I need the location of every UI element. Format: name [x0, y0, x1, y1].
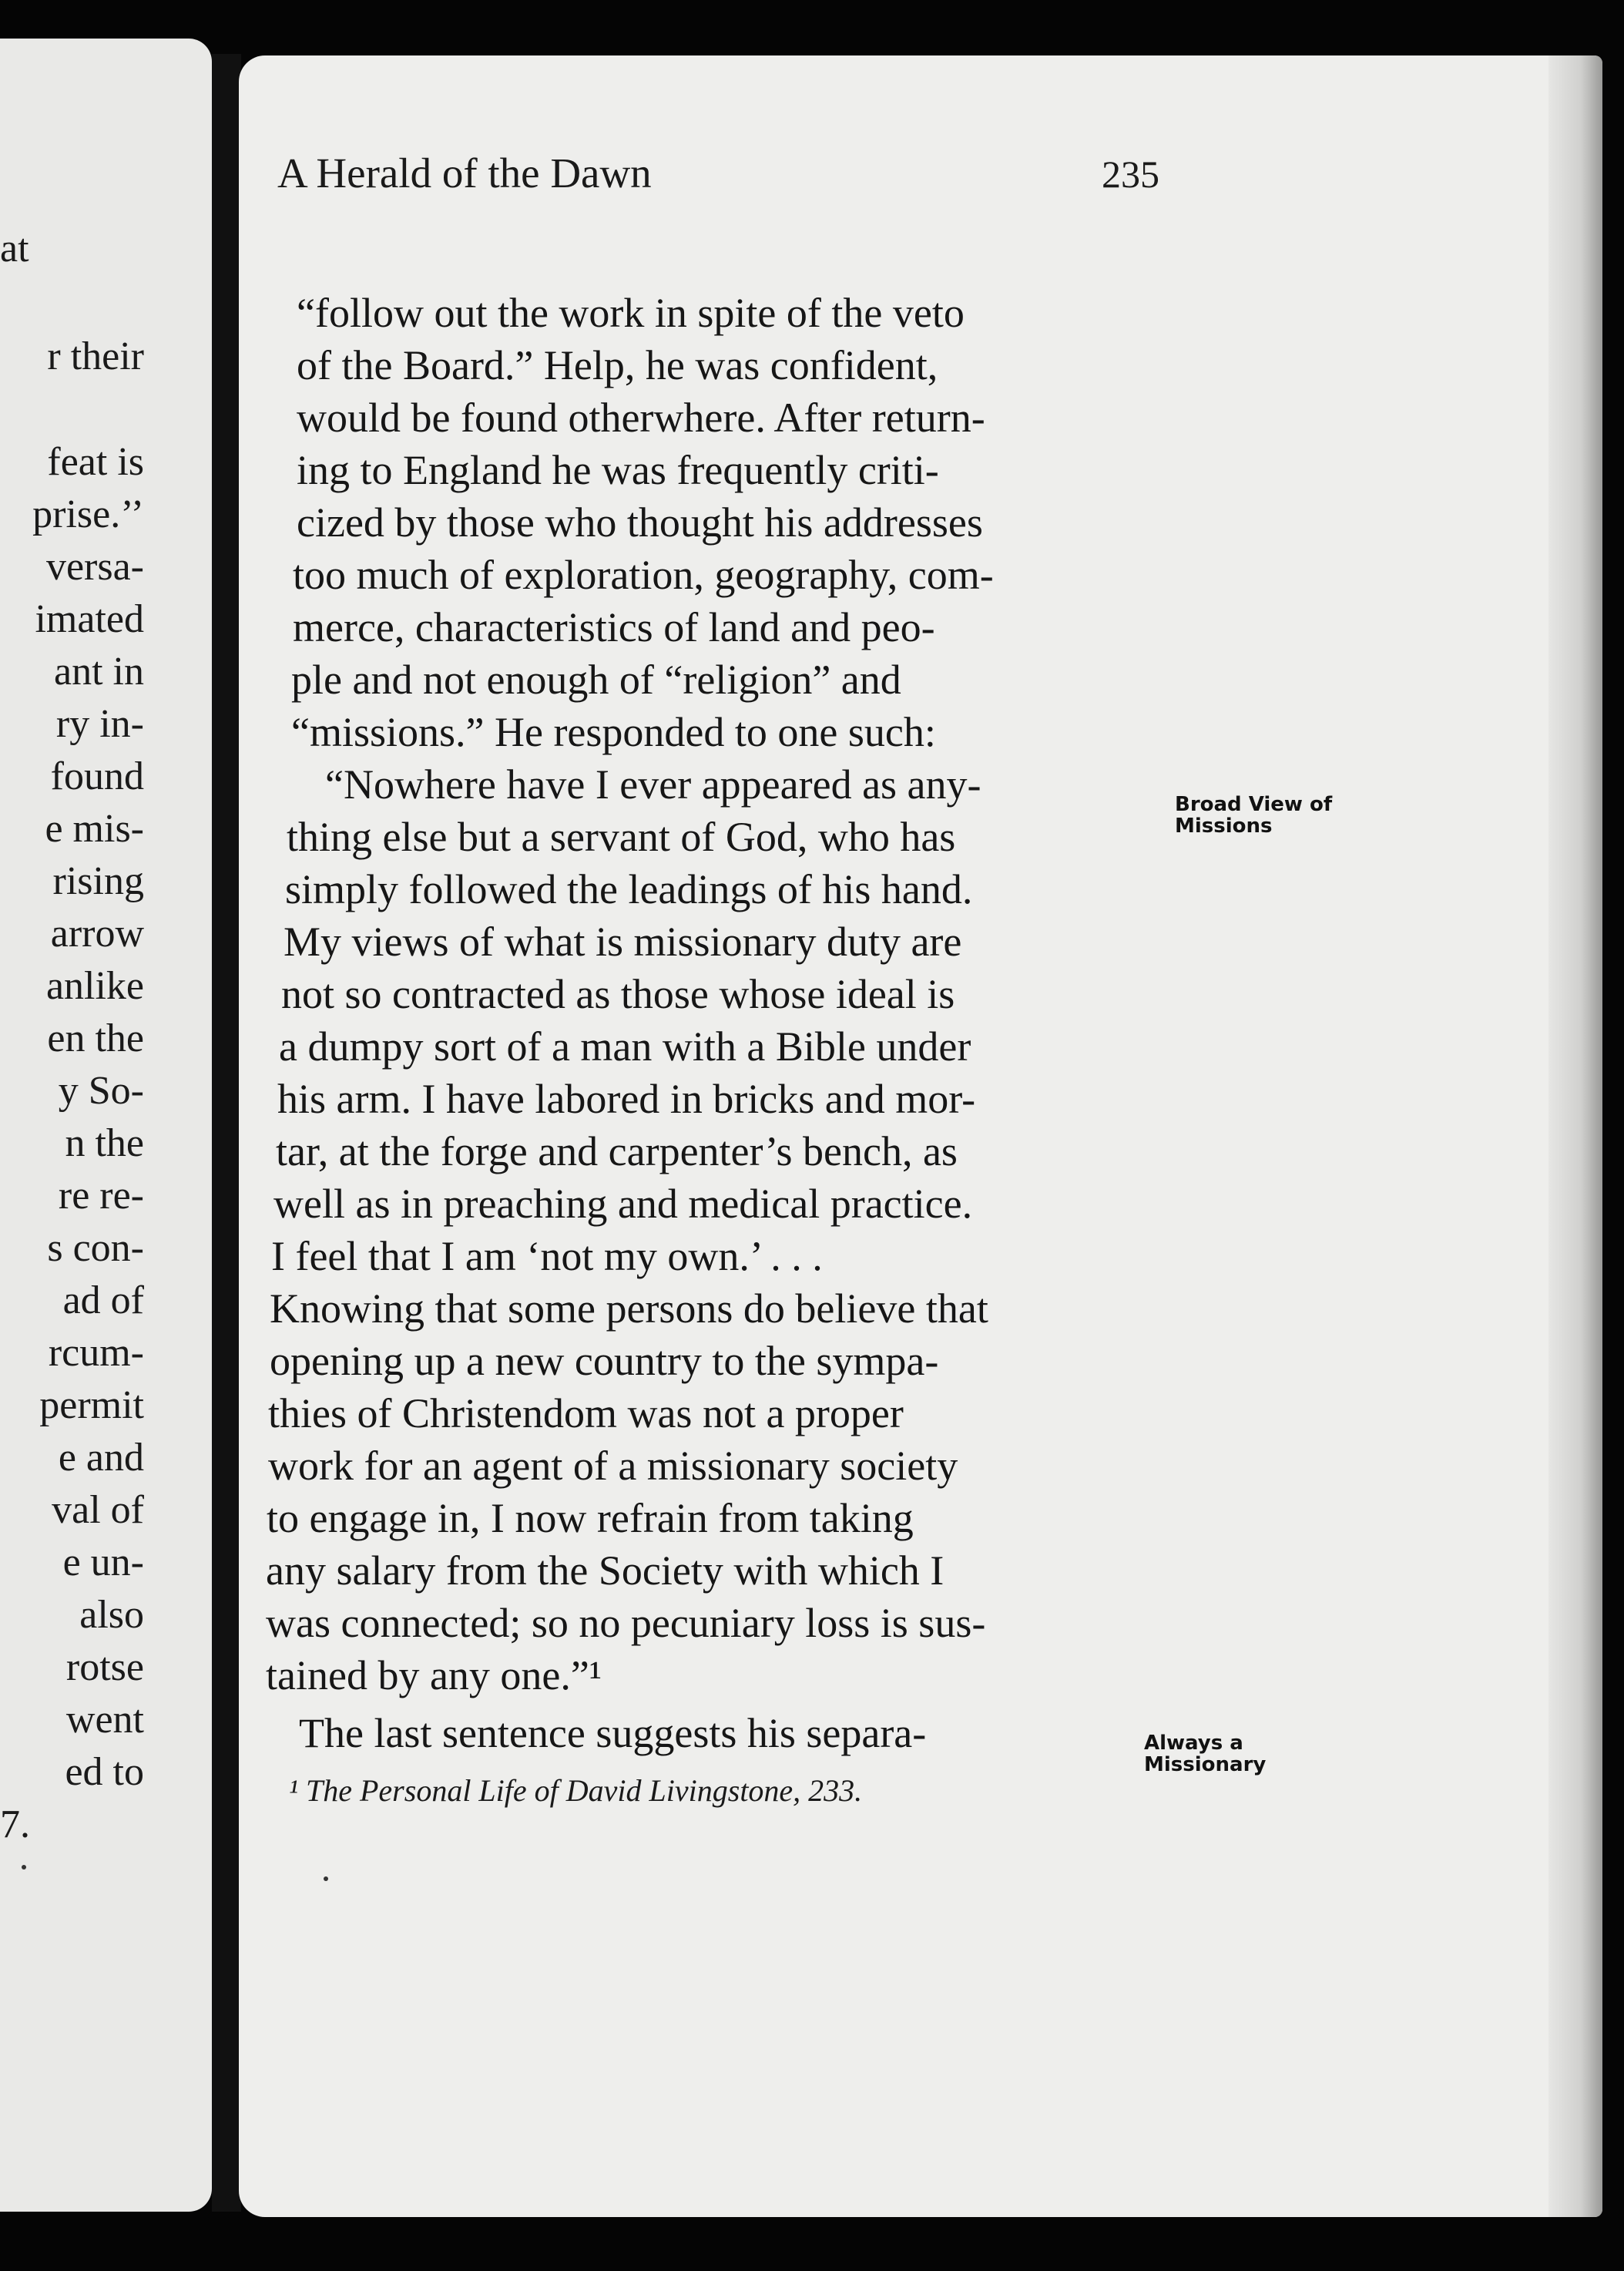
text-line: any salary from the Society with which I — [266, 1547, 945, 1594]
page-edge — [1549, 55, 1602, 2217]
text-line: thing else but a servant of God, who has — [287, 814, 956, 860]
sidenote-line: Missionary — [1144, 1753, 1267, 1776]
left-page-fragment: en the — [47, 1016, 144, 1060]
left-page-fragment: arrow — [50, 912, 144, 956]
text-line: well as in preaching and medical practice. — [273, 1181, 973, 1227]
text-line: of the Board.” Help, he was confident, — [297, 342, 938, 388]
left-page-fragment: also — [79, 1593, 144, 1637]
text-line: My views of what is missionary duty are — [284, 919, 962, 965]
page-number: 235 — [1102, 153, 1159, 196]
left-page-fragment: e un- — [62, 1540, 144, 1584]
ink-speck — [22, 1865, 26, 1870]
text-line: merce, characteristics of land and peo- — [293, 604, 935, 650]
text-line: tar, at the forge and carpenter’s bench, as — [276, 1128, 958, 1174]
left-page-fragment: e mis- — [45, 807, 144, 851]
text-line: not so contracted as those whose ideal is — [281, 971, 955, 1017]
text-line: his arm. I have labored in bricks and mor- — [277, 1076, 976, 1122]
left-page-fragment: imated — [35, 597, 144, 641]
left-page-fragment: s con- — [47, 1226, 144, 1270]
text-line: thies of Christendom was not a proper — [268, 1390, 904, 1436]
sidenote-always-missionary — [1144, 1732, 1266, 1775]
text-line: “Nowhere have I ever appeared as any- — [325, 761, 981, 808]
sidenote-broad-view — [1175, 794, 1332, 837]
text-line: too much of exploration, geography, com- — [293, 552, 994, 598]
text-line: to engage in, I now refrain from taking — [267, 1495, 914, 1541]
left-page-fragment: rotse — [65, 1645, 144, 1689]
footnote: ¹ The Personal Life of David Livingstone, 233. — [289, 1773, 863, 1808]
left-page-fragment: ed to — [65, 1750, 144, 1794]
left-page-fragment: versa- — [45, 545, 144, 589]
left-page-fragment: prise.’’ — [32, 492, 144, 536]
left-page-fragment: went — [65, 1698, 144, 1742]
left-page-fragment: r their — [47, 334, 144, 378]
text-line: I feel that I am ‘not my own.’ . . . — [271, 1233, 823, 1279]
left-page-fragment: rising — [52, 859, 144, 903]
text-line: ple and not enough of “religion” and — [291, 657, 901, 703]
left-page-fragment: rcum- — [48, 1331, 144, 1375]
left-page-fragment: n the — [65, 1121, 144, 1165]
text-line: tained by any one.”¹ — [266, 1652, 602, 1698]
text-line: “missions.” He responded to one such: — [291, 709, 936, 755]
left-page-fragment: val of — [52, 1488, 144, 1532]
text-line: would be found otherwhere. After return- — [297, 395, 985, 441]
left-page-fragment: anlike — [45, 964, 144, 1008]
running-title: A Herald of the Dawn — [277, 149, 652, 197]
left-page-fragment: found — [50, 754, 144, 798]
left-page-fragment: y So- — [58, 1069, 144, 1113]
text-line: ing to England he was frequently criti- — [297, 447, 939, 493]
left-page-fragment: feat is — [47, 440, 144, 484]
text-line: a dumpy sort of a man with a Bible under — [279, 1023, 971, 1070]
left-page-fragment: e and — [58, 1436, 144, 1480]
text-line: The last sentence suggests his separa- — [299, 1710, 927, 1756]
text-line: was connected; so no pecuniary loss is sus- — [266, 1600, 986, 1646]
left-page-fragment: at — [0, 227, 29, 270]
left-page-fragment: 7. — [0, 1802, 30, 1846]
left-page-fragment: ad of — [62, 1278, 144, 1322]
left-page-fragment: ant in — [54, 650, 144, 694]
text-line: Knowing that some persons do believe that — [270, 1285, 988, 1332]
sidenote-line: Always a — [1144, 1732, 1243, 1755]
book-gutter — [212, 54, 241, 2212]
left-page-fragment: ry in- — [55, 702, 144, 746]
left-page — [0, 39, 212, 2212]
text-line: opening up a new country to the sympa- — [270, 1338, 939, 1384]
sidenote-line: Missions — [1175, 815, 1273, 838]
text-line: simply followed the leadings of his hand. — [285, 866, 973, 912]
ink-speck — [324, 1876, 328, 1881]
text-line: “follow out the work in spite of the veto — [297, 290, 965, 336]
left-page-fragment: re re- — [58, 1174, 144, 1218]
sidenote-line: Broad View of — [1175, 793, 1333, 816]
left-page-fragment: permit — [39, 1383, 144, 1427]
text-line: work for an agent of a missionary society — [268, 1443, 958, 1489]
text-line: cized by those who thought his addresses — [297, 499, 983, 546]
